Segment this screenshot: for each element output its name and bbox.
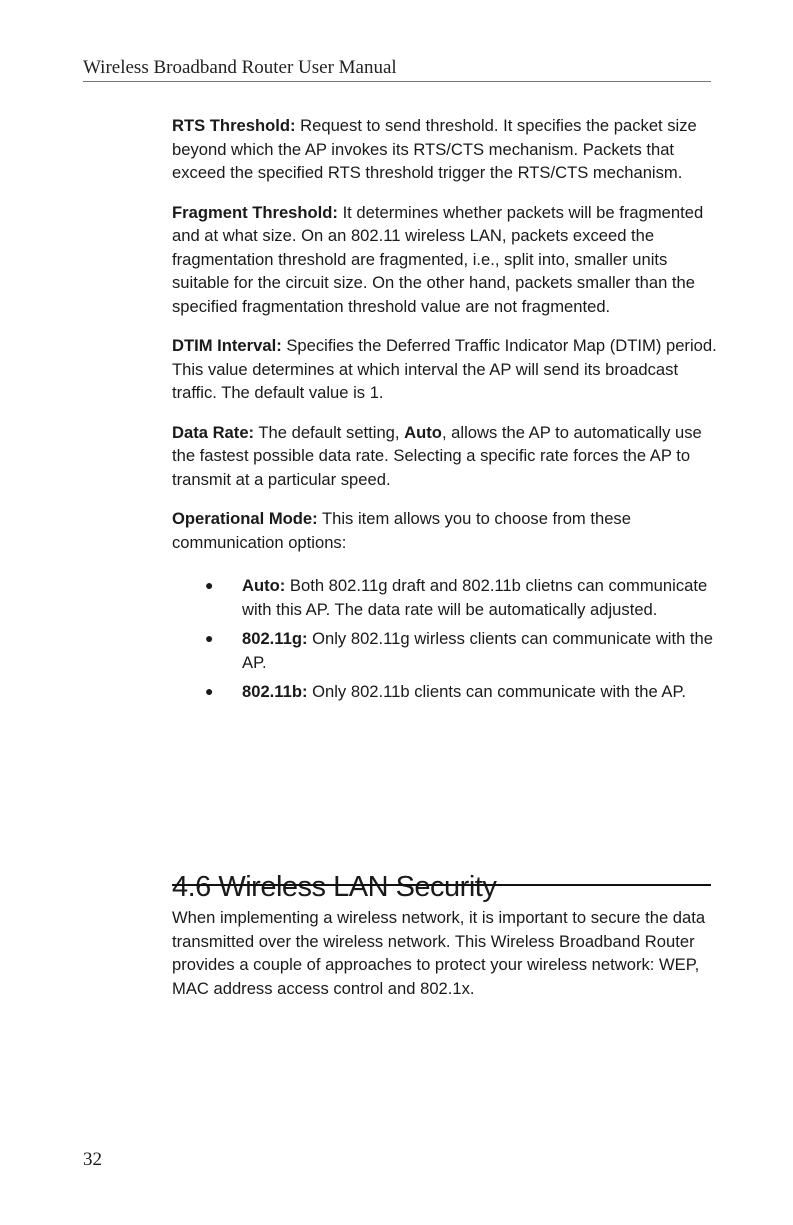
operational-mode-term: Operational Mode: — [172, 509, 318, 528]
data-rate-auto-emphasis: Auto — [404, 422, 442, 442]
operational-mode-list — [172, 574, 717, 704]
dtim-interval-paragraph — [172, 334, 717, 405]
data-rate-text-after: , allows the AP to automatically use the fastest possible data rate. Selecting a specific rate forces the AP to transmit at a particular speed. — [172, 422, 702, 489]
list-item — [172, 574, 717, 621]
fragment-threshold-paragraph — [172, 201, 717, 319]
section-heading: 4.6 Wireless LAN Security — [172, 871, 497, 904]
operational-mode-text: This item allows you to choose from these communication options: — [172, 509, 631, 552]
bullet-icon: ● — [205, 577, 214, 593]
rts-threshold-text: Request to send threshold. It specifies the packet size beyond which the AP invokes its RTS/CTS mechanism. Packets that exceed the specified RTS threshold trigger the RTS/CTS mechanism. — [172, 116, 697, 182]
security-intro-paragraph: When implementing a wireless network, it is important to secure the data transmitted over the wireless network. This Wireless Broadband Router provides a couple of approaches to protect your wireless network: WEP, MAC address access control and 802.1x. — [172, 908, 706, 998]
dtim-interval-text: Specifies the Deferred Traffic Indicator Map (DTIM) period. This value determines at which interval the AP will send its broadcast traffic. The default value is 1. — [172, 336, 717, 402]
section-divider — [172, 884, 711, 886]
settings-descriptions — [172, 114, 717, 706]
header-divider — [83, 81, 711, 82]
mode-text: Only 802.11g wirless clients can communicate with the AP. — [242, 629, 714, 672]
data-rate-term: Data Rate: — [172, 422, 255, 442]
dtim-interval-term: DTIM Interval: — [172, 336, 282, 355]
list-item — [172, 680, 717, 704]
rts-threshold-term: RTS Threshold: — [172, 116, 296, 135]
fragment-threshold-term: Fragment Threshold: — [172, 202, 338, 222]
mode-term: Auto: — [242, 576, 286, 595]
mode-term: 802.11g: — [242, 629, 308, 648]
bullet-icon: ● — [205, 630, 214, 646]
mode-term: 802.11b: — [242, 682, 308, 701]
page-number: 32 — [83, 1149, 102, 1170]
data-rate-paragraph — [172, 421, 717, 492]
list-item — [172, 627, 717, 674]
rts-threshold-paragraph — [172, 114, 717, 185]
mode-text: Only 802.11b clients can communicate with the AP. — [307, 682, 686, 701]
running-header: Wireless Broadband Router User Manual — [83, 57, 397, 78]
operational-mode-paragraph — [172, 507, 717, 554]
data-rate-text-before: The default setting, — [254, 422, 405, 442]
fragment-threshold-text: It determines whether packets will be fragmented and at what size. On an 802.11 wireless LAN, packets exceed the fragmentation threshold are fragmented, i.e., split into, smaller units suitable for the circuit size. On the other hand, packets smaller than the specified fragmentation threshold value are not fragmented. — [172, 202, 704, 316]
mode-text: Both 802.11g draft and 802.11b clietns can communicate with this AP. The data rate will be automatically adjusted. — [242, 576, 708, 619]
bullet-icon: ● — [205, 683, 214, 699]
